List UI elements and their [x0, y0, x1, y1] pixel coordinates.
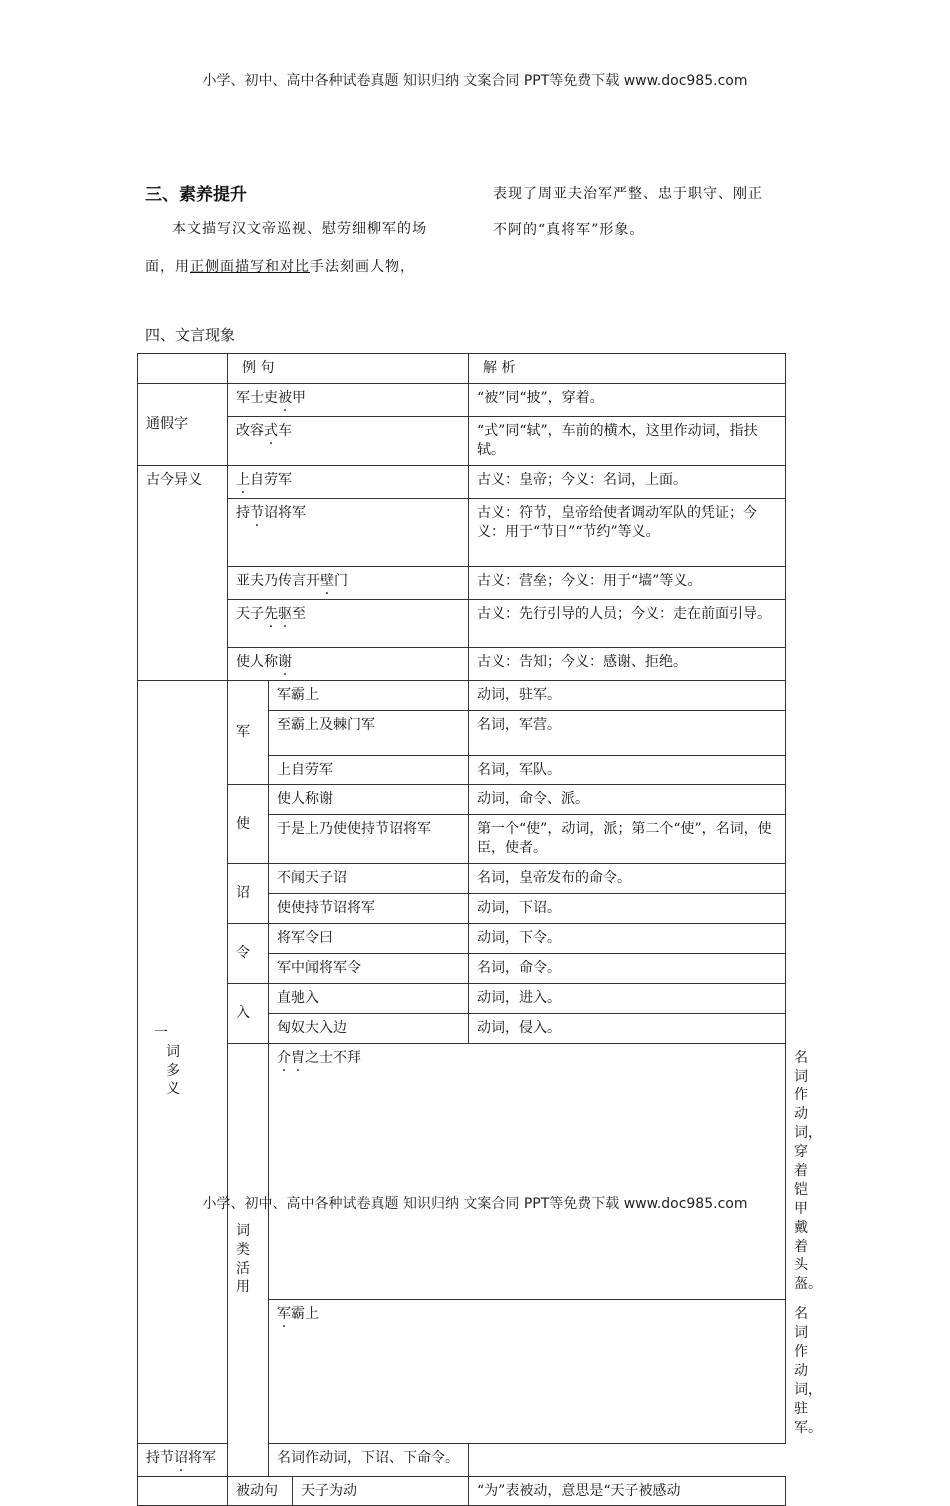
emphasized-char: 驱: [278, 605, 292, 622]
emphasized-char: 式: [264, 422, 278, 439]
emphasized-char: 介: [277, 1049, 291, 1066]
table-row: [138, 647, 786, 680]
example-cell: [138, 1443, 269, 1476]
analysis-cell: 动词，命令、派。: [469, 785, 786, 815]
example-cell: 使人称谢: [269, 785, 469, 815]
table-row: [138, 924, 786, 954]
example-text: 持: [236, 504, 250, 521]
word-zhao: 诏: [228, 864, 269, 924]
word-jun: 军: [228, 680, 269, 785]
table-row: [138, 983, 786, 1013]
analysis-cell: 古义：告知；今义：感谢、拒绝。: [469, 647, 786, 680]
example-cell: [228, 498, 469, 566]
table-row: [138, 1443, 786, 1476]
page-footer: 小学、初中、高中各种试卷真题 知识归纳 文案合同 PPT等免费下载 www.doc985.com: [202, 1196, 748, 1212]
sentence-type: 被动句: [228, 1477, 293, 1506]
table-row: [138, 416, 786, 465]
category-char: 词: [166, 1043, 180, 1060]
emphasized-char: 诏: [174, 1449, 188, 1466]
emphasized-char: 壁: [320, 572, 334, 589]
analysis-cell: 名词，皇帝发布的命令。: [469, 864, 786, 894]
analysis-cell: “被”同“披”，穿着。: [469, 383, 786, 416]
summary-line-1: 本文描写汉文帝巡视、慰劳细柳军的场: [172, 221, 427, 237]
table-row: [138, 599, 786, 647]
category-cilei: 词类活用: [228, 1043, 269, 1476]
header-analysis: 解 析: [469, 354, 786, 384]
example-cell: 不闻天子诏: [269, 864, 469, 894]
example-text: 之士不拜: [305, 1049, 361, 1066]
analysis-cell: 名词作动词，下诏、下命令。: [269, 1443, 469, 1476]
table-row: [138, 383, 786, 416]
word-ru: 入: [228, 983, 269, 1043]
emphasized-char: 节: [250, 504, 264, 521]
example-cell: [269, 1043, 786, 1300]
example-cell: [228, 416, 469, 465]
emphasized-char: 胄: [291, 1049, 305, 1066]
summary-underlined: 正侧面描写和对比: [190, 259, 310, 275]
emphasized-char: 军: [277, 1306, 291, 1323]
analysis-cell: 第一个“使”，动词，派；第二个“使”，名词，使臣，使者。: [469, 815, 786, 864]
analysis-cell: “式”同“轼”，车前的横木，这里作动词，指扶轼。: [469, 416, 786, 465]
example-cell: 使使持节诏将军: [269, 894, 469, 924]
table-row: 军霸上 名词作动词，驻军。: [138, 1300, 786, 1443]
example-text: 天子: [236, 605, 264, 622]
analysis-cell: 古义：符节，皇帝给使者调动军队的凭证；今义：用于“节日”“节约”等义。: [469, 498, 786, 566]
table-row: [138, 864, 786, 894]
analysis-cell: 动词，侵入。: [469, 1013, 786, 1043]
example-cell: 上自劳军: [269, 755, 469, 785]
category-gujin: 古今异义: [138, 465, 228, 680]
example-cell: 军霸上: [269, 680, 469, 710]
example-cell: 直驰入: [269, 983, 469, 1013]
example-cell: 军中闻将军令: [269, 954, 469, 984]
example-text: 改容: [236, 422, 264, 439]
example-text: 将军: [188, 1449, 216, 1466]
example-text: 霸上: [291, 1306, 319, 1323]
summary-line-4: 不阿的“真将军”形象。: [493, 222, 645, 238]
summary-line-3: 表现了周亚夫治军严整、忠于职守、刚正: [493, 186, 763, 202]
table-cell: [138, 1476, 228, 1506]
example-text: 至: [292, 605, 306, 622]
example-cell: [228, 383, 469, 416]
section-4-title: 四、文言现象: [145, 326, 236, 344]
table-row: [138, 785, 786, 815]
category-char: 一: [154, 1024, 168, 1041]
summary-text: 手法刻画人物，: [310, 259, 415, 275]
emphasized-char: 被: [278, 389, 292, 406]
example-cell: [228, 599, 469, 647]
emphasized-char: 先: [264, 605, 278, 622]
example-text: 门: [334, 572, 348, 589]
analysis-cell: 古义：先行引导的人员；今义：走在前面引导。: [469, 599, 786, 647]
analysis-cell: 古义：营垒；今义：用于“墙”等义。: [469, 566, 786, 599]
emphasized-char: 谢: [278, 653, 292, 670]
header-example: 例 句: [228, 354, 469, 384]
summary-line-2: [145, 256, 415, 276]
word-ling: 令: [228, 924, 269, 984]
analysis-cell: 动词，下诏。: [469, 894, 786, 924]
example-text: 甲: [292, 389, 306, 406]
example-text: 诏将军: [264, 504, 306, 521]
example-text: 天子为动: [301, 1482, 357, 1499]
example-text: 车: [278, 422, 292, 439]
example-cell: [228, 647, 469, 680]
example-cell: [228, 1476, 469, 1506]
summary-text: 面，用: [145, 259, 190, 275]
table-row: 词类活用 介胄之士不拜 名词作动词，穿着铠甲戴着头盔。: [138, 1043, 786, 1300]
analysis-cell: 名词，军营。: [469, 710, 786, 755]
example-text: 使人称: [236, 653, 278, 670]
example-text: 持节: [146, 1449, 174, 1466]
page-header: 小学、初中、高中各种试卷真题 知识归纳 文案合同 PPT等免费下载 www.doc985.com: [202, 73, 748, 89]
example-cell: 于是上乃使使持节诏将军: [269, 815, 469, 864]
example-cell: [228, 566, 469, 599]
word-shi: 使: [228, 785, 269, 864]
analysis-cell: 动词，进入。: [469, 983, 786, 1013]
analysis-cell: 古义：皇帝；今义：名词，上面。: [469, 465, 786, 498]
table-cell: [138, 354, 228, 384]
emphasized-char: 上: [236, 471, 250, 488]
category-char: 义: [166, 1081, 180, 1098]
analysis-cell: 名词，军队。: [469, 755, 786, 785]
analysis-cell: 名词，命令。: [469, 954, 786, 984]
analysis-cell: 动词，下令。: [469, 924, 786, 954]
section-3-title: 三、素养提升: [145, 185, 247, 205]
table-row: [138, 680, 786, 710]
example-cell: 至霸上及棘门军: [269, 710, 469, 755]
example-text: 自劳军: [250, 471, 292, 488]
table-row: [138, 465, 786, 498]
analysis-cell: “为”表被动，意思是“天子被感动: [469, 1476, 786, 1506]
table-row: [138, 1476, 786, 1506]
example-cell: 将军令曰: [269, 924, 469, 954]
analysis-cell: 动词，驻军。: [469, 680, 786, 710]
example-cell: 匈奴大入边: [269, 1013, 469, 1043]
category-yici: [138, 680, 228, 1443]
example-cell: [269, 1300, 786, 1443]
table-header-row: [138, 354, 786, 384]
example-text: 亚夫乃传言开: [236, 572, 320, 589]
table-row: [138, 566, 786, 599]
classical-chinese-table: [137, 353, 823, 1506]
category-char: 多: [166, 1062, 180, 1079]
category-tongjia: 通假字: [138, 383, 228, 465]
table-row: [138, 498, 786, 566]
example-cell: [228, 465, 469, 498]
example-text: 军士吏: [236, 389, 278, 406]
